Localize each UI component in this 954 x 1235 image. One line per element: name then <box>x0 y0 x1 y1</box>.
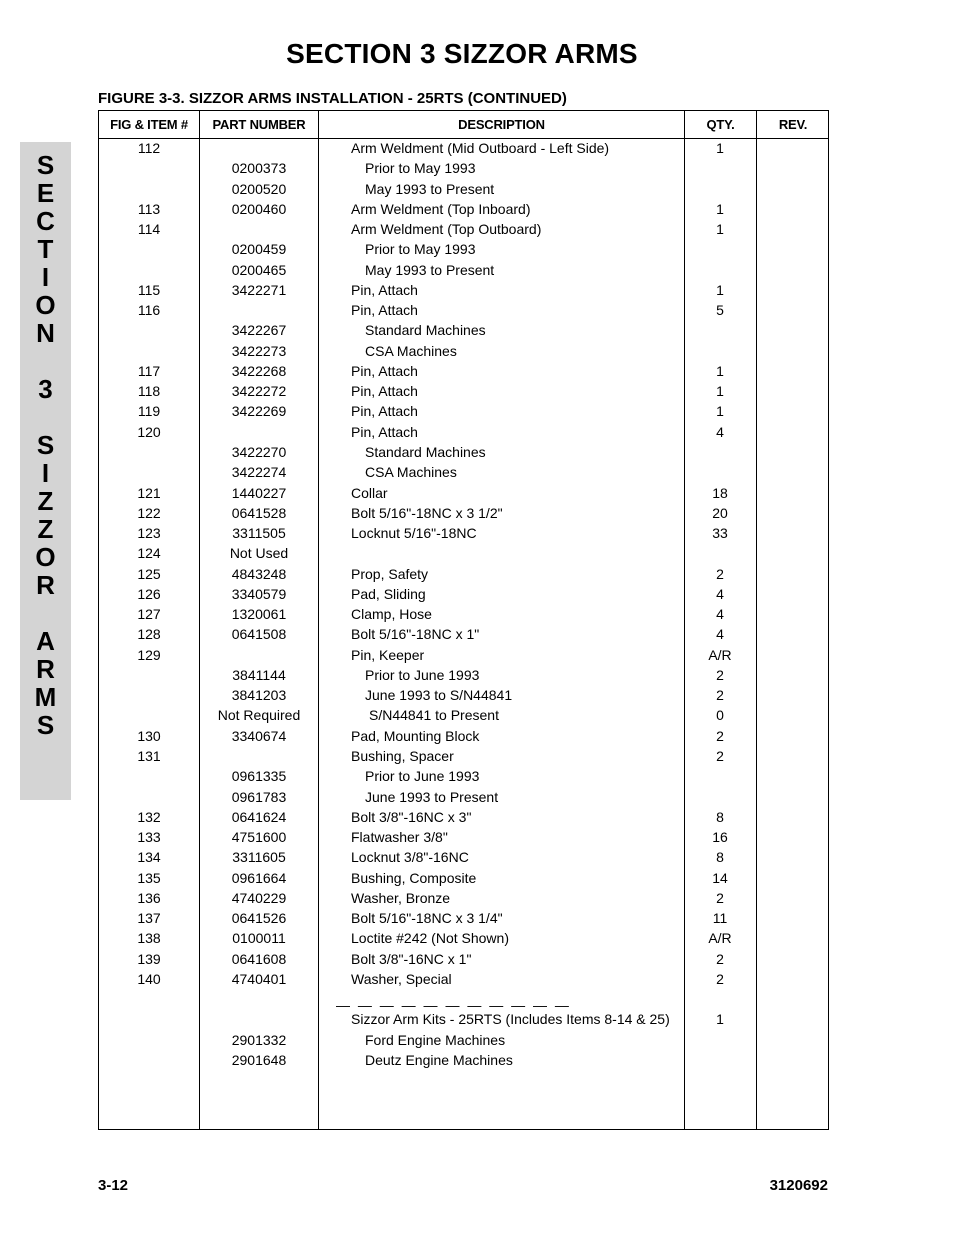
cell-item-number: 126 <box>137 585 161 602</box>
cell-description: Deutz Engine Machines <box>365 1051 513 1068</box>
side-tab-letter: I <box>41 262 50 292</box>
side-tab-letter: R <box>36 654 55 684</box>
cell-part-number: 3311505 <box>232 525 286 542</box>
side-tab-letter: E <box>36 178 55 208</box>
cell-part-number: 3422274 <box>231 464 287 481</box>
cell-qty: 4 <box>716 585 724 602</box>
cell-qty: A/R <box>708 930 732 947</box>
cell-description: CSA Machines <box>365 464 457 481</box>
side-tab-letter: M <box>34 682 57 712</box>
cell-item-number: 115 <box>137 281 161 298</box>
side-tab-letter: C <box>36 206 55 236</box>
cell-part-number: Not Required <box>217 707 301 724</box>
cell-item-number: 135 <box>137 869 161 886</box>
side-tab-letter: I <box>41 458 50 488</box>
cell-item-number: 131 <box>137 747 161 764</box>
side-tab-letter: A <box>36 626 55 656</box>
cell-qty: 5 <box>716 302 724 319</box>
cell-item-number: 140 <box>137 970 161 987</box>
cell-description: Bushing, Spacer <box>351 747 454 764</box>
figure-title: FIGURE 3-3. SIZZOR ARMS INSTALLATION - 25RTS (CONTINUED) <box>98 90 567 107</box>
cell-part-number: 0961783 <box>231 788 287 805</box>
header-fig-item: FIG & ITEM # <box>110 117 188 132</box>
cell-qty: 1 <box>716 281 724 298</box>
table-row <box>99 848 828 868</box>
cell-item-number: 127 <box>137 606 161 623</box>
side-tab-letter: O <box>35 542 56 572</box>
table-row <box>99 788 828 808</box>
cell-description: Standard Machines <box>365 443 486 460</box>
section-title: SECTION 3 SIZZOR ARMS <box>286 38 638 69</box>
cell-part-number: 3422270 <box>231 443 287 460</box>
cell-description: Pad, Sliding <box>351 585 426 602</box>
cell-description: Loctite #242 (Not Shown) <box>351 930 509 947</box>
cell-qty: 4 <box>716 423 724 440</box>
header-qty: QTY. <box>706 117 735 132</box>
cell-qty: 2 <box>716 687 724 704</box>
table-row <box>99 747 828 767</box>
cell-part-number: 4740229 <box>231 889 287 906</box>
cell-part-number: 0200460 <box>231 200 287 217</box>
header-description: DESCRIPTION <box>458 117 545 132</box>
cell-description: Ford Engine Machines <box>365 1031 506 1048</box>
table-row <box>99 666 828 686</box>
cell-qty: 20 <box>712 504 728 521</box>
table-row <box>99 889 828 909</box>
cell-description: Arm Weldment (Mid Outboard - Left Side) <box>351 140 610 156</box>
cell-description: Clamp, Hose <box>351 606 432 623</box>
header-rev: REV. <box>778 117 808 132</box>
cell-part-number: 4740401 <box>231 970 287 987</box>
cell-item-number: 119 <box>137 403 161 420</box>
cell-part-number: 3340579 <box>231 585 287 602</box>
cell-item-number: 120 <box>137 423 161 440</box>
cell-part-number: 4843248 <box>231 565 287 582</box>
cell-qty: 2 <box>716 666 724 683</box>
cell-description: Prior to May 1993 <box>365 160 476 177</box>
table-row <box>99 1010 828 1030</box>
cell-qty: 33 <box>712 525 728 542</box>
cell-part-number: 3422269 <box>231 403 287 420</box>
cell-part-number: 3422272 <box>231 383 287 400</box>
side-tab-letter: N <box>36 318 55 348</box>
table-row <box>99 200 828 220</box>
cell-description: June 1993 to S/N44841 <box>365 687 513 704</box>
cell-qty: 1 <box>716 403 724 420</box>
cell-qty: 1 <box>716 221 724 238</box>
cell-item-number: 124 <box>137 545 161 562</box>
cell-item-number: 116 <box>137 302 161 319</box>
cell-part-number: 3841144 <box>232 666 286 683</box>
table-row <box>99 646 828 666</box>
cell-part-number: 0100011 <box>232 930 286 947</box>
table-row <box>99 402 828 422</box>
cell-description: Flatwasher 3/8" <box>351 829 448 846</box>
cell-item-number: 130 <box>137 727 161 744</box>
table-row <box>99 808 828 828</box>
cell-item-number: 132 <box>137 808 161 825</box>
cell-qty: 11 <box>712 910 728 927</box>
table-row <box>99 180 828 200</box>
side-tab-letter: S <box>36 710 55 740</box>
cell-qty: 8 <box>716 849 724 866</box>
cell-description: Pin, Attach <box>351 423 418 440</box>
cell-part-number: 3841203 <box>231 687 287 704</box>
cell-qty: 2 <box>716 889 724 906</box>
cell-item-number: 121 <box>137 484 161 501</box>
cell-description: June 1993 to Present <box>365 788 499 805</box>
cell-item-number: 122 <box>137 504 161 521</box>
cell-description: Collar <box>351 484 388 501</box>
cell-description: Pin, Attach <box>351 403 418 420</box>
cell-description: S/N44841 to Present <box>369 707 499 724</box>
cell-description: Sizzor Arm Kits - 25RTS (Includes Items 8-14 & 25) <box>351 1011 670 1028</box>
table-row <box>99 423 828 443</box>
table-row <box>99 301 828 321</box>
cell-description: Arm Weldment (Top Outboard) <box>351 221 542 238</box>
cell-part-number: 0961335 <box>231 768 287 785</box>
table-row <box>99 828 828 848</box>
cell-item-number: 125 <box>137 565 161 582</box>
cell-qty: 1 <box>716 140 724 156</box>
cell-description: Pad, Mounting Block <box>351 727 480 744</box>
page-number: 3-12 <box>98 1177 129 1194</box>
cell-qty: 4 <box>716 626 724 643</box>
cell-qty: A/R <box>708 646 732 663</box>
cell-item-number: 123 <box>137 525 161 542</box>
cell-qty: 1 <box>716 362 724 379</box>
cell-description: Standard Machines <box>365 322 486 339</box>
cell-part-number: 0961664 <box>231 869 287 886</box>
side-tab-letter: Z <box>37 486 54 516</box>
cell-part-number: 3311605 <box>232 849 286 866</box>
cell-part-number: 2901332 <box>231 1031 287 1048</box>
cell-description: Bolt 5/16"-18NC x 1" <box>351 626 480 643</box>
cell-item-number: 112 <box>137 140 161 156</box>
cell-qty: 1 <box>716 1011 724 1028</box>
table-row <box>99 504 828 524</box>
cell-description: CSA Machines <box>365 342 457 359</box>
table-row <box>99 909 828 929</box>
cell-part-number: 0200520 <box>231 180 287 197</box>
table-row <box>99 443 828 463</box>
table-row <box>99 139 828 159</box>
cell-part-number: 0641528 <box>231 504 287 521</box>
cell-part-number: Not Used <box>229 545 289 562</box>
cell-part-number: 0641608 <box>231 950 287 967</box>
side-tab-letter: R <box>36 570 55 600</box>
table-row <box>99 686 828 706</box>
cell-part-number: 0200373 <box>231 160 287 177</box>
side-tab-letter: 3 <box>38 374 53 404</box>
cell-description: Locknut 3/8"-16NC <box>351 849 469 866</box>
table-row <box>99 342 828 362</box>
table-row <box>99 484 828 504</box>
table-row <box>99 625 828 645</box>
cell-qty: 2 <box>716 565 724 582</box>
table-row <box>99 463 828 483</box>
side-tab-letter: O <box>35 290 56 320</box>
table-row <box>99 585 828 605</box>
cell-part-number: 0641508 <box>231 626 287 643</box>
cell-description: Pin, Attach <box>351 281 418 298</box>
cell-qty: 2 <box>716 727 724 744</box>
table-row <box>99 565 828 585</box>
side-tab-letter: Z <box>37 514 54 544</box>
cell-part-number: 3422267 <box>231 322 287 339</box>
cell-description: Bolt 5/16"-18NC x 3 1/4" <box>351 910 503 927</box>
table-row <box>99 1051 828 1071</box>
cell-item-number: 138 <box>137 930 161 947</box>
cell-qty: 2 <box>716 747 724 764</box>
cell-description: Pin, Attach <box>351 383 418 400</box>
cell-qty: 16 <box>712 829 728 846</box>
cell-description: Locknut 5/16"-18NC <box>351 525 477 542</box>
cell-item-number: 128 <box>137 626 161 643</box>
table-row <box>99 524 828 544</box>
table-row <box>99 261 828 281</box>
cell-description: Bolt 5/16"-18NC x 3 1/2" <box>351 504 503 521</box>
cell-item-number: 139 <box>137 950 161 967</box>
table-row <box>99 706 828 726</box>
table-row <box>99 727 828 747</box>
cell-part-number: 4751600 <box>231 829 287 846</box>
cell-description: Prop, Safety <box>351 565 429 582</box>
cell-item-number: 117 <box>137 362 161 379</box>
table-row <box>99 767 828 787</box>
cell-description: Prior to June 1993 <box>365 666 480 683</box>
side-tab-letter: S <box>36 150 55 180</box>
cell-part-number: 1440227 <box>231 484 287 501</box>
table-body <box>99 139 828 1071</box>
table-row <box>99 159 828 179</box>
cell-description: Bolt 3/8"-16NC x 3" <box>351 808 472 825</box>
table-row <box>99 362 828 382</box>
cell-item-number: 133 <box>137 829 161 846</box>
table-row <box>99 544 828 564</box>
table-row <box>99 605 828 625</box>
cell-description: Bushing, Composite <box>351 869 477 886</box>
cell-item-number: 137 <box>137 910 161 927</box>
side-tab-letter: S <box>36 430 55 460</box>
table-row <box>99 990 828 1014</box>
section-side-tab <box>20 142 71 800</box>
cell-description: Pin, Attach <box>351 302 418 319</box>
cell-part-number: 0641526 <box>231 910 287 927</box>
cell-qty: 14 <box>712 869 728 886</box>
cell-qty: 4 <box>716 606 724 623</box>
table-row <box>99 950 828 970</box>
header-part-number: PART NUMBER <box>212 117 306 132</box>
side-tab-letter: T <box>37 234 54 264</box>
cell-part-number: 3422273 <box>231 342 287 359</box>
table-row <box>99 321 828 341</box>
table-row <box>99 1031 828 1051</box>
table-row <box>99 869 828 889</box>
cell-description: May 1993 to Present <box>365 180 495 197</box>
table-row <box>99 281 828 301</box>
cell-qty: 18 <box>712 484 728 501</box>
cell-description: Pin, Attach <box>351 362 418 379</box>
table-row <box>99 970 828 990</box>
cell-item-number: 113 <box>137 200 161 217</box>
cell-description: Washer, Special <box>351 970 452 987</box>
cell-description: Prior to June 1993 <box>365 768 480 785</box>
table-row <box>99 240 828 260</box>
separator-line: — — — — — — — — — — — <box>336 997 571 1014</box>
table-row <box>99 382 828 402</box>
cell-item-number: 118 <box>137 383 161 400</box>
cell-part-number: 1320061 <box>231 606 287 623</box>
cell-description: Pin, Keeper <box>351 646 425 663</box>
cell-description: Prior to May 1993 <box>365 241 476 258</box>
cell-item-number: 129 <box>137 646 161 663</box>
table-row <box>99 220 828 240</box>
cell-part-number: 3340674 <box>231 727 287 744</box>
document-number: 3120692 <box>769 1177 828 1194</box>
cell-qty: 0 <box>716 707 724 724</box>
cell-part-number: 2901648 <box>231 1051 287 1068</box>
cell-part-number: 0641624 <box>231 808 287 825</box>
cell-qty: 2 <box>716 970 724 987</box>
cell-item-number: 136 <box>137 889 161 906</box>
cell-qty: 8 <box>716 808 724 825</box>
cell-description: Arm Weldment (Top Inboard) <box>351 200 531 217</box>
cell-part-number: 3422271 <box>231 281 287 298</box>
cell-description: Bolt 3/8"-16NC x 1" <box>351 950 472 967</box>
cell-qty: 2 <box>716 950 724 967</box>
cell-item-number: 134 <box>137 849 161 866</box>
cell-part-number: 0200465 <box>231 261 287 278</box>
table-row <box>99 929 828 949</box>
cell-part-number: 0200459 <box>231 241 287 258</box>
cell-item-number: 114 <box>137 221 161 238</box>
parts-table <box>98 110 829 1130</box>
cell-part-number: 3422268 <box>231 362 287 379</box>
cell-description: Washer, Bronze <box>351 889 451 906</box>
cell-description: May 1993 to Present <box>365 261 495 278</box>
cell-qty: 1 <box>716 200 724 217</box>
cell-qty: 1 <box>716 383 724 400</box>
